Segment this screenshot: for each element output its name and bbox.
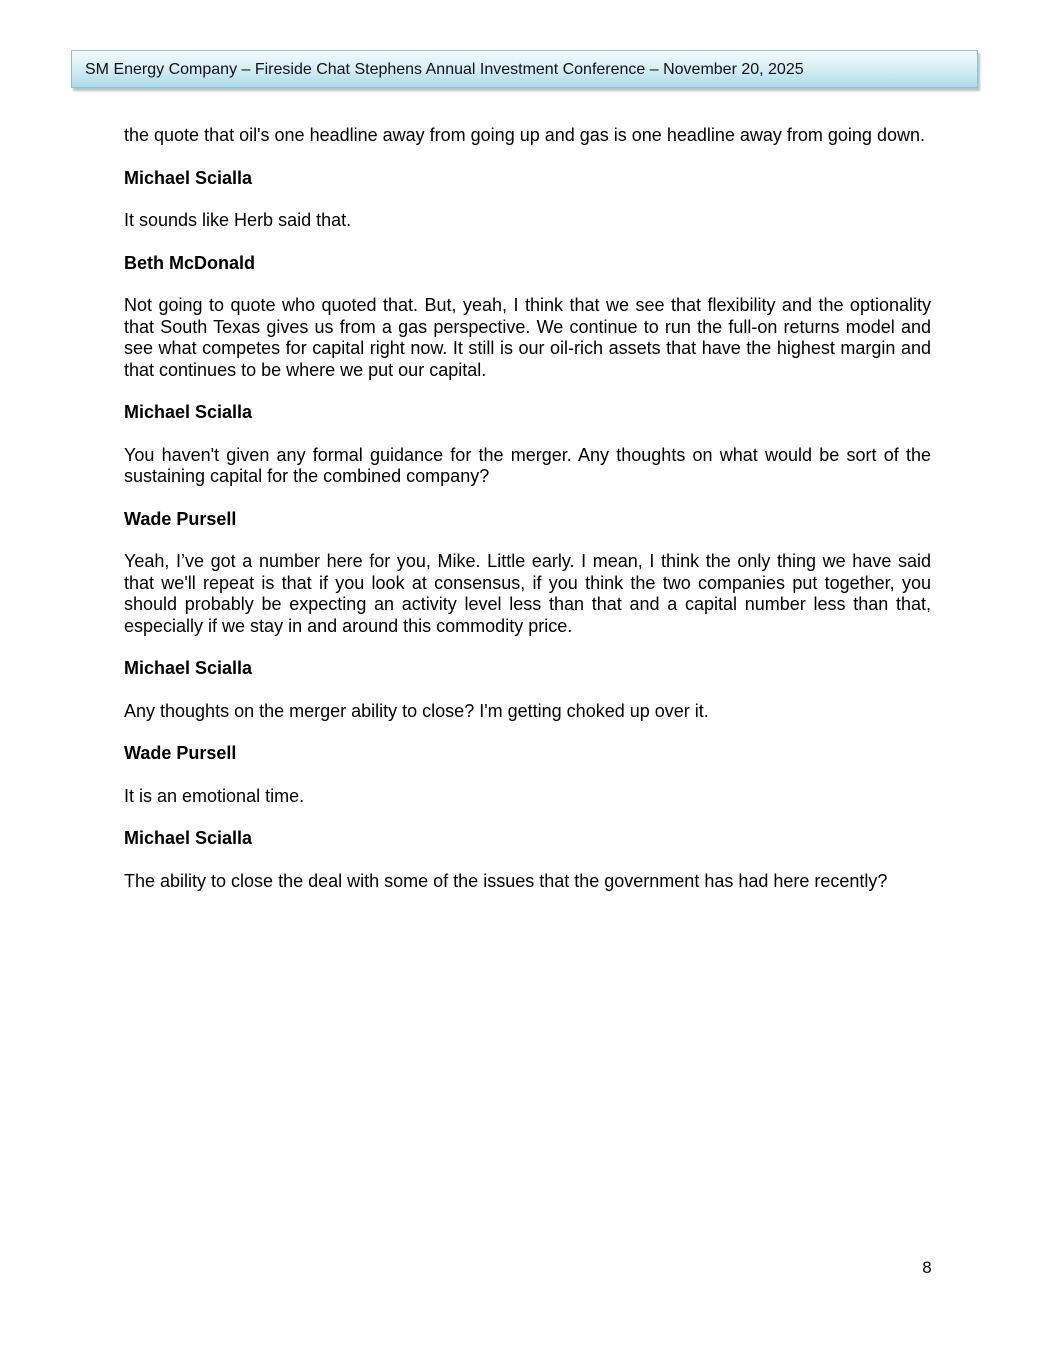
document-header-title: SM Energy Company – Fireside Chat Stephens Annual Investment Conference – November 20, 2025 — [85, 61, 804, 78]
document-header-band — [71, 50, 978, 88]
transcript-paragraph: the quote that oil's one headline away from going up and gas is one headline away from going down. — [124, 125, 925, 145]
page-number: 8 — [921, 1258, 932, 1277]
speaker-name: Michael Scialla — [124, 402, 253, 422]
transcript-paragraph: It is an emotional time. — [124, 785, 305, 806]
transcript-paragraph: Not going to quote who quoted that. But, yeah, I think that we see that flexibility and the optionality that South Texas gives us from a gas perspective. We continue to run the full-on returns model and see what competes for capital right now. It still is our oil-rich assets that have the highest margin and that continues to be where we put our capital. — [124, 295, 931, 380]
transcript-paragraph: You haven't given any formal guidance for the merger. Any thoughts on what would be sort of the sustaining capital for the combined company? — [124, 444, 931, 486]
speaker-name: Michael Scialla — [124, 658, 253, 678]
transcript-paragraph: The ability to close the deal with some of the issues that the government has had here recently? — [124, 870, 888, 891]
transcript-body — [124, 125, 931, 913]
speaker-name: Michael Scialla — [124, 167, 253, 188]
transcript-paragraph: It sounds like Herb said that. — [124, 210, 352, 230]
speaker-name: Michael Scialla — [124, 828, 253, 848]
transcript-paragraph: Any thoughts on the merger ability to close? I'm getting choked up over it. — [124, 700, 709, 721]
speaker-name: Wade Pursell — [124, 508, 237, 529]
speaker-name: Beth McDonald — [124, 252, 256, 273]
transcript-paragraph: Yeah, I’ve got a number here for you, Mike. Little early. I mean, I think the only thing we have said that we'll repeat is that if you look at consensus, if you think the two companies put together, you should probably be expecting an activity level less than that and a capital number less than that, especially if we stay in and around this commodity price. — [124, 551, 931, 636]
speaker-name: Wade Pursell — [124, 743, 237, 763]
